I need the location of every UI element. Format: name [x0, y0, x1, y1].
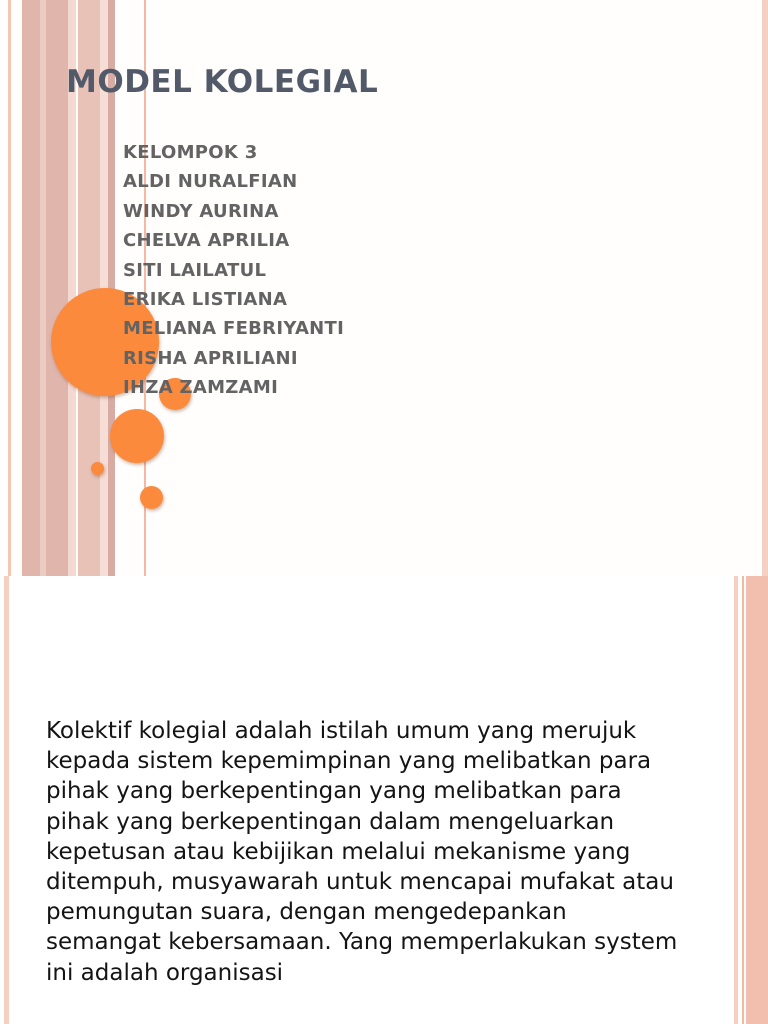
decor-stripe	[4, 576, 9, 1024]
decor-circle	[140, 486, 163, 509]
decor-stripe	[746, 576, 768, 1024]
slide-title-text: MODEL KOLEGIAL	[66, 64, 379, 100]
decor-circle	[91, 462, 104, 475]
member-list	[123, 140, 344, 405]
decor-stripe	[742, 576, 744, 1024]
slide-content	[0, 576, 768, 1024]
member-name: ERIKA LISTIANA	[123, 288, 288, 310]
decor-stripe	[762, 0, 768, 576]
decor-circle	[110, 409, 164, 463]
decor-stripe	[734, 576, 738, 1024]
member-name: IHZA ZAMZAMI	[123, 377, 279, 399]
member-name: RISHA APRILIANI	[123, 347, 298, 369]
member-name: CHELVA APRILIA	[123, 230, 290, 252]
member-name: SITI LAILATUL	[123, 259, 267, 281]
group-label: KELOMPOK 3	[123, 142, 258, 163]
decor-stripe	[40, 0, 46, 576]
decor-stripe	[8, 0, 11, 576]
member-name: ALDI NURALFIAN	[123, 171, 298, 193]
slide-body-text: Kolektif kolegial adalah istilah umum yang merujuk kepada sistem kepemimpinan yang melibatkan para pihak yang berkepentingan yang melibatkan para pihak yang berkepentingan dalam mengeluarkan kepetusan atau kebijikan melalui mekanisme yang ditempuh, musyawarah untuk mencapai mufakat atau pemungutan suara, dengan mengedepankan semangat kebersamaan. Yang memperlakukan system ini adalah organisasi	[46, 718, 678, 986]
member-name: WINDY AURINA	[123, 200, 279, 222]
member-name: MELIANA FEBRIYANTI	[123, 318, 345, 340]
